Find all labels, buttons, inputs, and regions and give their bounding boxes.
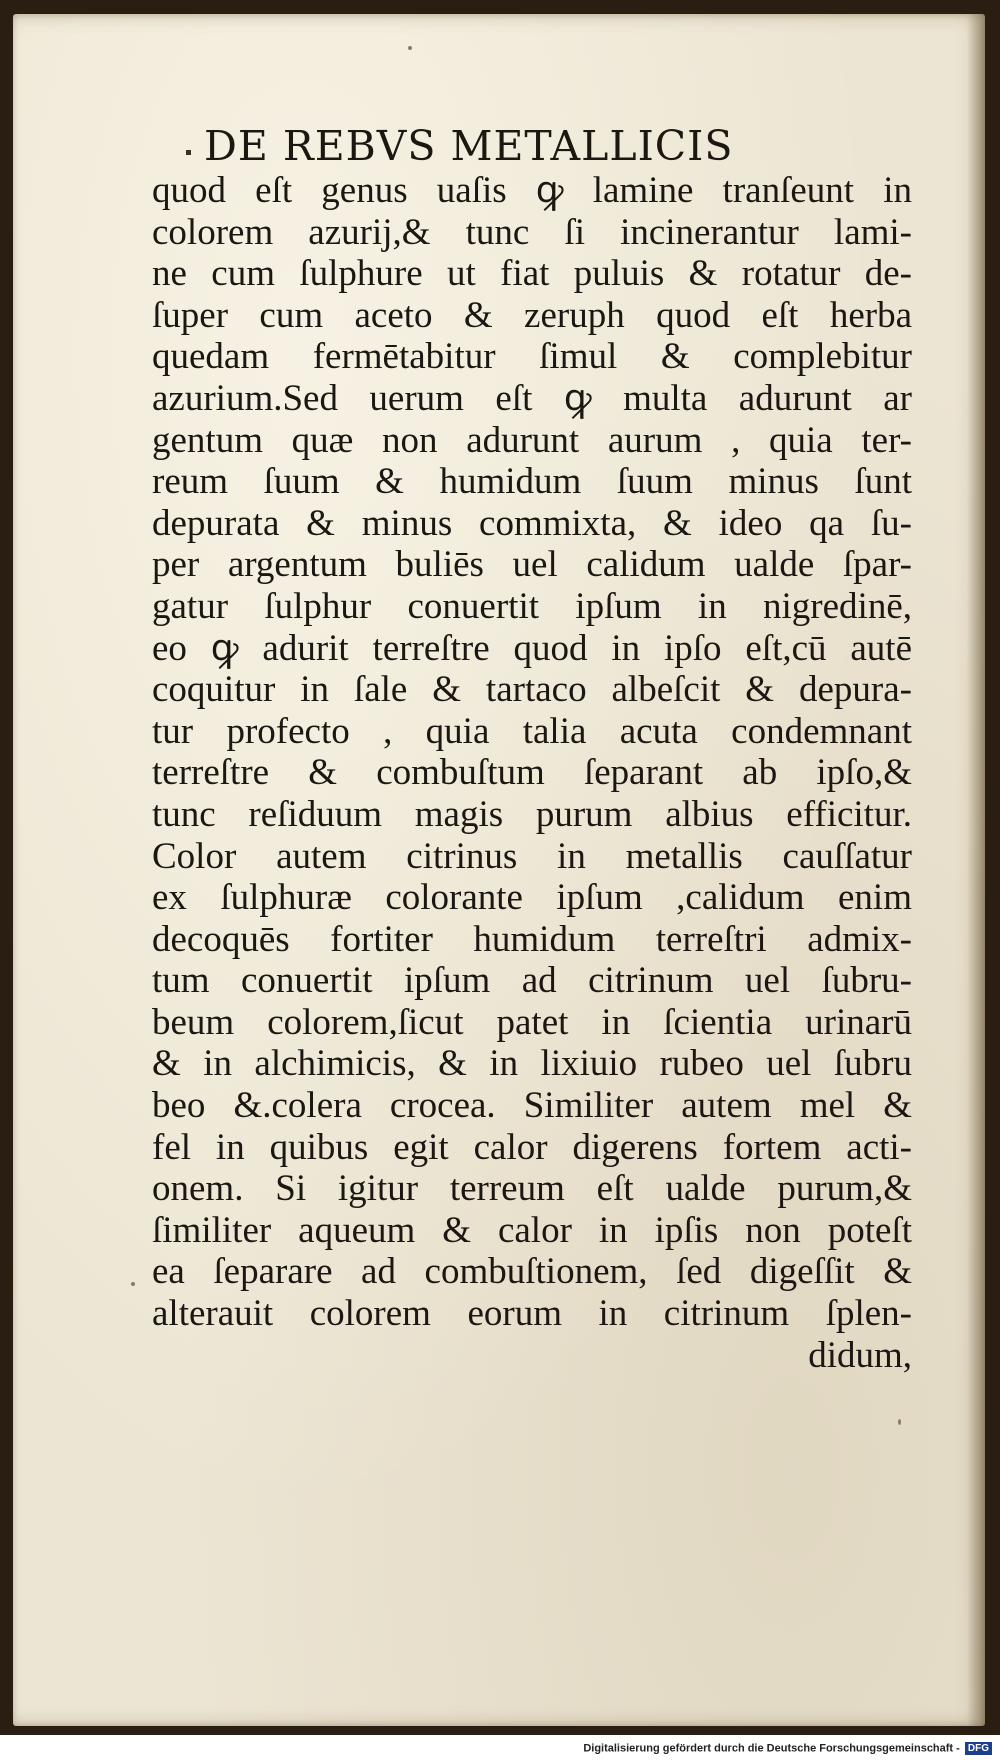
text-line: eo ꝙ adurit terreſtre quod in ipſo eſt,cū autē <box>152 627 912 669</box>
text-line: tur profecto , quia talia acuta condemnant <box>152 710 912 752</box>
text-line: beum colorem,ſicut patet in ſcientia urinarū <box>152 1001 912 1043</box>
text-line: fel in quibus egit calor digerens fortem acti- <box>152 1126 912 1168</box>
paper-speck <box>898 1419 901 1425</box>
text-line: terreſtre & combuſtum ſeparant ab ipſo,& <box>152 752 912 794</box>
page-edge-shadow <box>967 14 985 1726</box>
text-line: quod eſt genus uaſis ꝙ lamine tranſeunt in <box>152 170 912 211</box>
running-head: DE REBVS METALLICIS <box>204 122 734 170</box>
text-line: alterauit colorem eorum in citrinum ſplen- <box>152 1293 912 1335</box>
text-line: gentum quæ non adurunt aurum , quia ter- <box>152 419 912 461</box>
text-line: quedam fermētabitur ſimul & complebitur <box>152 336 912 378</box>
paper-speck <box>408 46 412 50</box>
text-line: colorem azurij,& tunc ſi incinerantur lami- <box>152 211 912 253</box>
text-line: tum conuertit ipſum ad citrinum uel ſubru- <box>152 960 912 1002</box>
text-line: ne cum ſulphure ut fiat puluis & rotatur de- <box>152 253 912 295</box>
text-line: ex ſulphuræ colorante ipſum ,calidum enim <box>152 877 912 919</box>
text-line: ſuper cum aceto & zeruph quod eſt herba <box>152 294 912 336</box>
text-line: per argentum buliēs uel calidum ualde ſpar- <box>152 544 912 586</box>
text-line: decoquēs fortiter humidum terreſtri admix- <box>152 918 912 960</box>
text-line: ea ſeparare ad combuſtionem, ſed digeſſit & <box>152 1251 912 1293</box>
text-line: beo &.colera crocea. Similiter autem mel & <box>152 1085 912 1127</box>
text-line: azurium.Sed uerum eſt ꝙ multa adurunt ar <box>152 377 912 419</box>
text-line: depurata & minus commixta, & ideo qa ſu- <box>152 502 912 544</box>
body-text <box>152 170 912 1376</box>
text-line: reum ſuum & humidum ſuum minus ſunt <box>152 461 912 503</box>
text-line: & in alchimicis, & in lixiuio rubeo uel ſubru <box>152 1043 912 1085</box>
digitization-footer <box>583 1742 992 1755</box>
paper-speck <box>131 1282 135 1286</box>
dfg-logo: DFG <box>965 1742 992 1755</box>
text-line: coquitur in ſale & tartaco albeſcit & depura- <box>152 669 912 711</box>
text-line: Color autem citrinus in metallis cauſſatur <box>152 835 912 877</box>
footer-text: Digitalisierung gefördert durch die Deutsche Forschungsgemeinschaft - <box>583 1742 960 1755</box>
text-line: tunc reſiduum magis purum albius efficitur. <box>152 793 912 835</box>
text-line: gatur ſulphur conuertit ipſum in nigredinē, <box>152 585 912 627</box>
catchword: didum, <box>808 1334 912 1376</box>
text-line: onem. Si igitur terreum eſt ualde purum,& <box>152 1168 912 1210</box>
text-line: ſimiliter aqueum & calor in ipſis non poteſt <box>152 1209 912 1251</box>
running-head-mark <box>186 150 191 155</box>
